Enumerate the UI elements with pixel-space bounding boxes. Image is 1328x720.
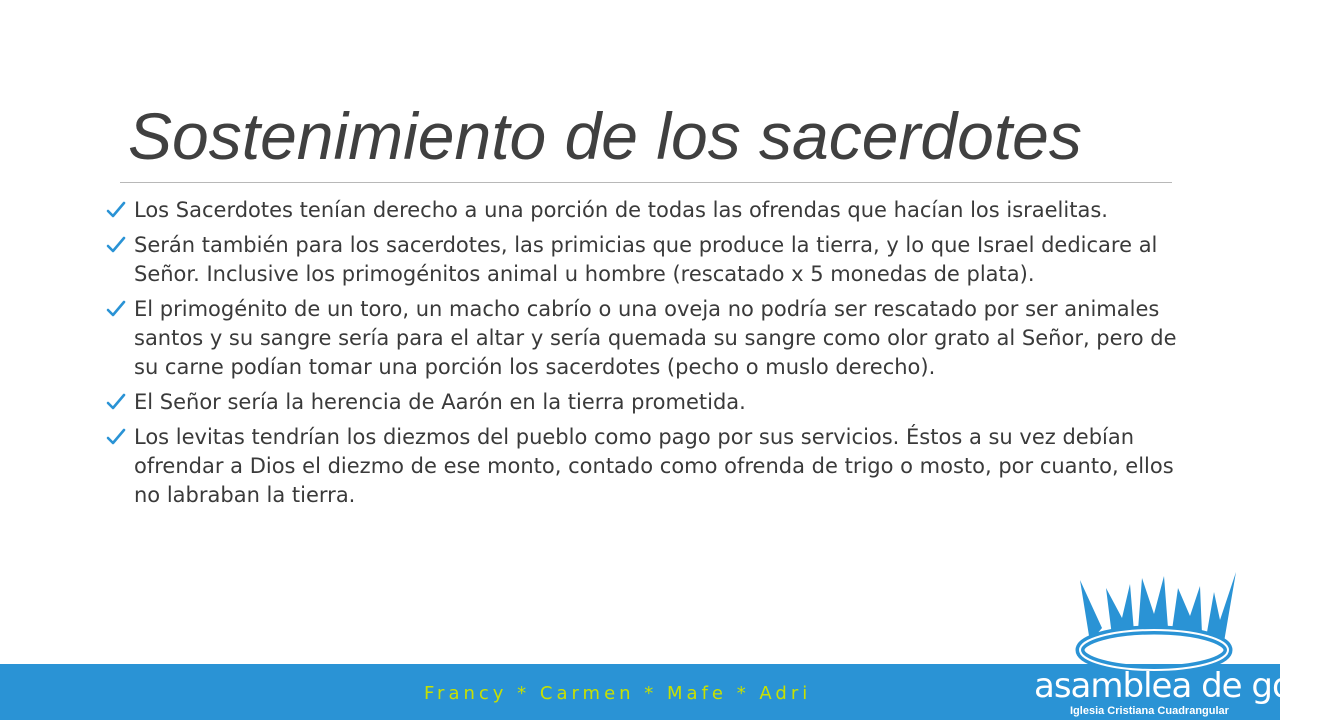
- logo-name: asamblea de gozo: [1034, 666, 1328, 706]
- checkmark-icon: [106, 235, 126, 255]
- bullet-text: El Señor sería la herencia de Aarón en la tierra prometida.: [134, 390, 746, 414]
- logo-subtitle: Iglesia Cristiana Cuadrangular: [1070, 705, 1229, 717]
- bullet-text: Los Sacerdotes tenían derecho a una porción de todas las ofrendas que hacían los israelitas.: [134, 198, 1108, 222]
- bullet-item: [106, 388, 1186, 417]
- bullet-text: El primogénito de un toro, un macho cabrío o una oveja no podría ser rescatado por ser animales santos y su sangre sería para el altar y sería quemada su sangre como olor grato al Señor, pero de su carne podían tomar una porción los sacerdotes (pecho o muslo derecho).: [134, 297, 1177, 379]
- checkmark-icon: [106, 299, 126, 319]
- checkmark-icon: [106, 392, 126, 412]
- bullet-text: Los levitas tendrían los diezmos del pueblo como pago por sus servicios. Éstos a su vez debían ofrendar a Dios el diezmo de ese monto, contado como ofrenda de trigo o mosto, por cuanto, ellos no labraban la tierra.: [134, 425, 1174, 507]
- title-divider: [120, 182, 1172, 183]
- bullet-item: [106, 196, 1186, 225]
- checkmark-icon: [106, 200, 126, 220]
- crown-icon: [1072, 558, 1242, 678]
- slide-title: Sostenimiento de los sacerdotes: [128, 99, 1082, 173]
- bullet-item: [106, 231, 1186, 289]
- bullet-item: [106, 423, 1186, 510]
- bullet-item: [106, 295, 1186, 382]
- checkmark-icon: [106, 427, 126, 447]
- footer-authors: Francy * Carmen * Mafe * Adri: [424, 683, 812, 704]
- bullet-list: [106, 196, 1186, 516]
- bullet-text: Serán también para los sacerdotes, las primicias que produce la tierra, y lo que Israel dedicare al Señor. Inclusive los primogénitos animal u hombre (rescatado x 5 monedas de plata).: [134, 233, 1158, 286]
- church-logo: [1028, 550, 1328, 720]
